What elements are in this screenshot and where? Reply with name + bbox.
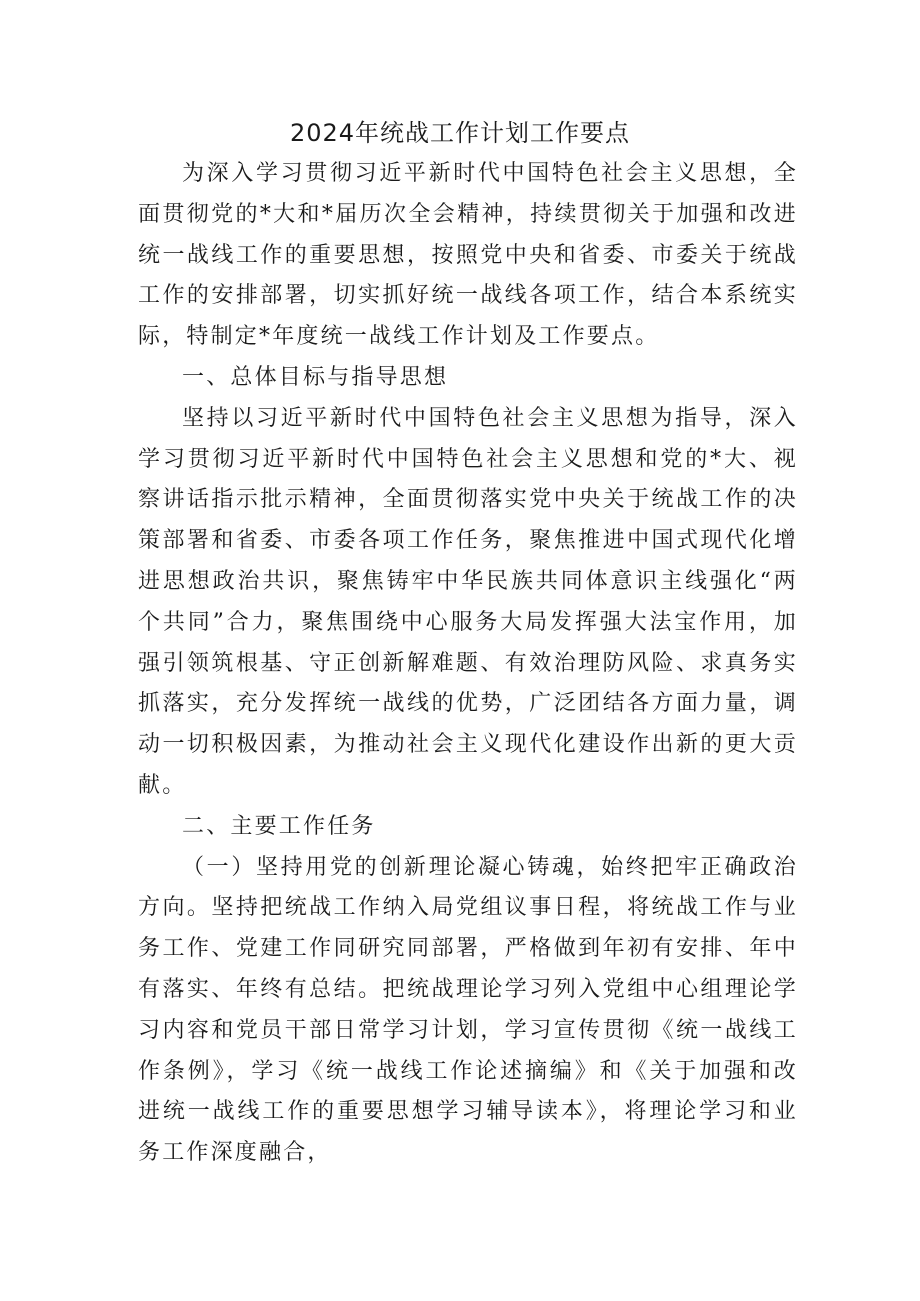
document-body: [138, 154, 798, 1174]
intro-paragraph: 为深入学习贯彻习近平新时代中国特色社会主义思想，全面贯彻党的*大和*届历次全会精神，持续贯彻关于加强和改进统一战线工作的重要思想，按照党中央和省委、市委关于统战工作的安排部署，切实抓好统一战线各项工作，结合本系统实际，特制定*年度统一战线工作计划及工作要点。: [138, 161, 798, 350]
section-1-heading: 一、总体目标与指导思想: [182, 364, 449, 390]
section-2-heading: 二、主要工作任务: [182, 813, 376, 839]
section-2-paragraph-1: （一）坚持用党的创新理论凝心铸魂，始终把牢正确政治方向。坚持把统战工作纳入局党组议事日程，将统战工作与业务工作、党建工作同研究同部署，严格做到年初有安排、年中有落实、年终有总结。把统战理论学习列入党组中心组理论学习内容和党员干部日常学习计划，学习宣传贯彻《统一战线工作条例》，学习《统一战线工作论述摘编》和《关于加强和改进统一战线工作的重要思想学习辅导读本》，将理论学习和业务工作深度融合，: [138, 854, 798, 1166]
section-1-paragraph: 坚持以习近平新时代中国特色社会主义思想为指导，深入学习贯彻习近平新时代中国特色社会主义思想和党的*大、视察讲话指示批示精神，全面贯彻落实党中央关于统战工作的决策部署和省委、市委各项工作任务，聚焦推进中国式现代化增进思想政治共识，聚焦铸牢中华民族共同体意识主线强化“两个共同”合力，聚焦围绕中心服务大局发挥强大法宝作用，加强引领筑根基、守正创新解难题、有效治理防风险、求真务实抓落实，充分发挥统一战线的优势，广泛团结各方面力量，调动一切积极因素，为推动社会主义现代化建设作出新的更大贡献。: [138, 405, 798, 798]
document-title: 2024年统战工作计划工作要点: [289, 119, 631, 147]
